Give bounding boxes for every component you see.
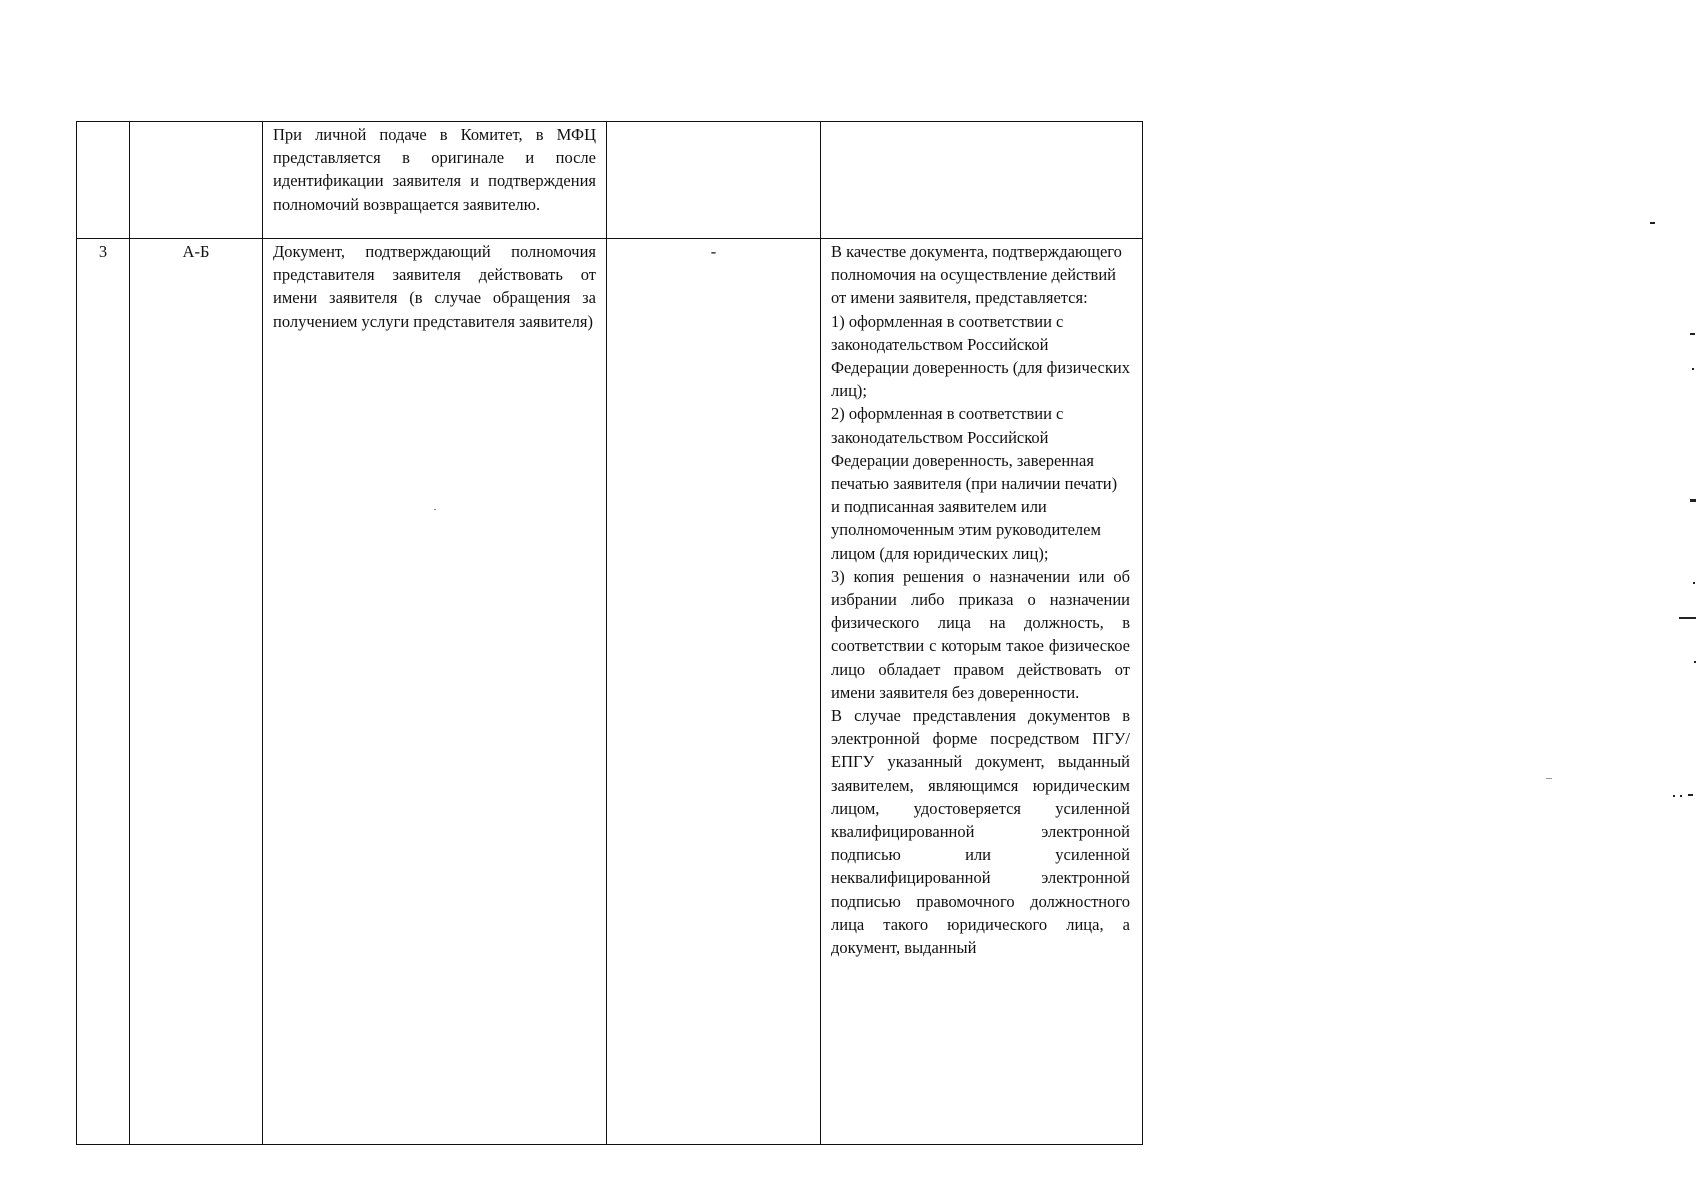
scan-artifact [1693,582,1695,584]
scan-artifact [1690,499,1696,502]
note-paragraph: 1) оформленная в соответствии с законодательством Российской Федерации доверенность (для физических лиц); [831,311,1130,401]
row-number-cell [77,122,130,239]
table-row [77,122,1143,239]
requirements-cell: - [607,239,821,1145]
scan-artifact [1673,795,1675,797]
scan-artifact [1694,661,1696,663]
note-paragraph: 3) копия решения о назначении или об избрании либо приказа о назначении физического лица на должность, в соответствии с которым такое физическое лицо обладает правом действовать от имени заявителя без доверенности. [831,566,1130,702]
documents-table [76,121,1143,1145]
scan-artifact [1690,333,1695,335]
scan-artifact [1650,222,1655,224]
note-paragraph: В качестве документа, подтверждающего полномочия на осуществление действий от имени заявителя, представляется: [831,242,1122,308]
document-description-cell: При личной подаче в Комитет, в МФЦ представляется в оригинале и после идентификации заявителя и подтверждения полномочий возвращается заявителю. [263,122,607,239]
scan-artifact [434,509,436,510]
applicant-category-cell: А-Б [130,239,263,1145]
table-row [77,239,1143,1145]
scan-artifact [1688,794,1693,796]
row-number-cell: 3 [77,239,130,1145]
notes-cell [821,122,1143,239]
scan-artifact [1546,778,1552,779]
note-paragraph: 2) оформленная в соответствии с законодательством Российской Федерации доверенность, заверенная печатью заявителя (при наличии печати) и подписанная заявителем или уполномоченным этим руководителем лицом (для юридических лиц); [831,404,1118,563]
document-description-cell: Документ, подтверждающий полномочия представителя заявителя действовать от имени заявителя (в случае обращения за получением услуги представителя заявителя) [263,239,607,1145]
applicant-category-cell [130,122,263,239]
scan-artifact [1680,795,1682,797]
note-paragraph: В случае представления документов в электронной форме посредством ПГУ/ЕПГУ указанный документ, выданный заявителем, являющимся юридическим лицом, удостоверяется усиленной квалифицированной электронной подписью или усиленной неквалифицированной электронной подписью правомочного должностного лица такого юридического лица, а документ, выданный [831,706,1130,958]
scan-artifact [1679,617,1696,619]
notes-cell [821,239,1143,1145]
requirements-cell [607,122,821,239]
scan-artifact [1692,368,1694,370]
